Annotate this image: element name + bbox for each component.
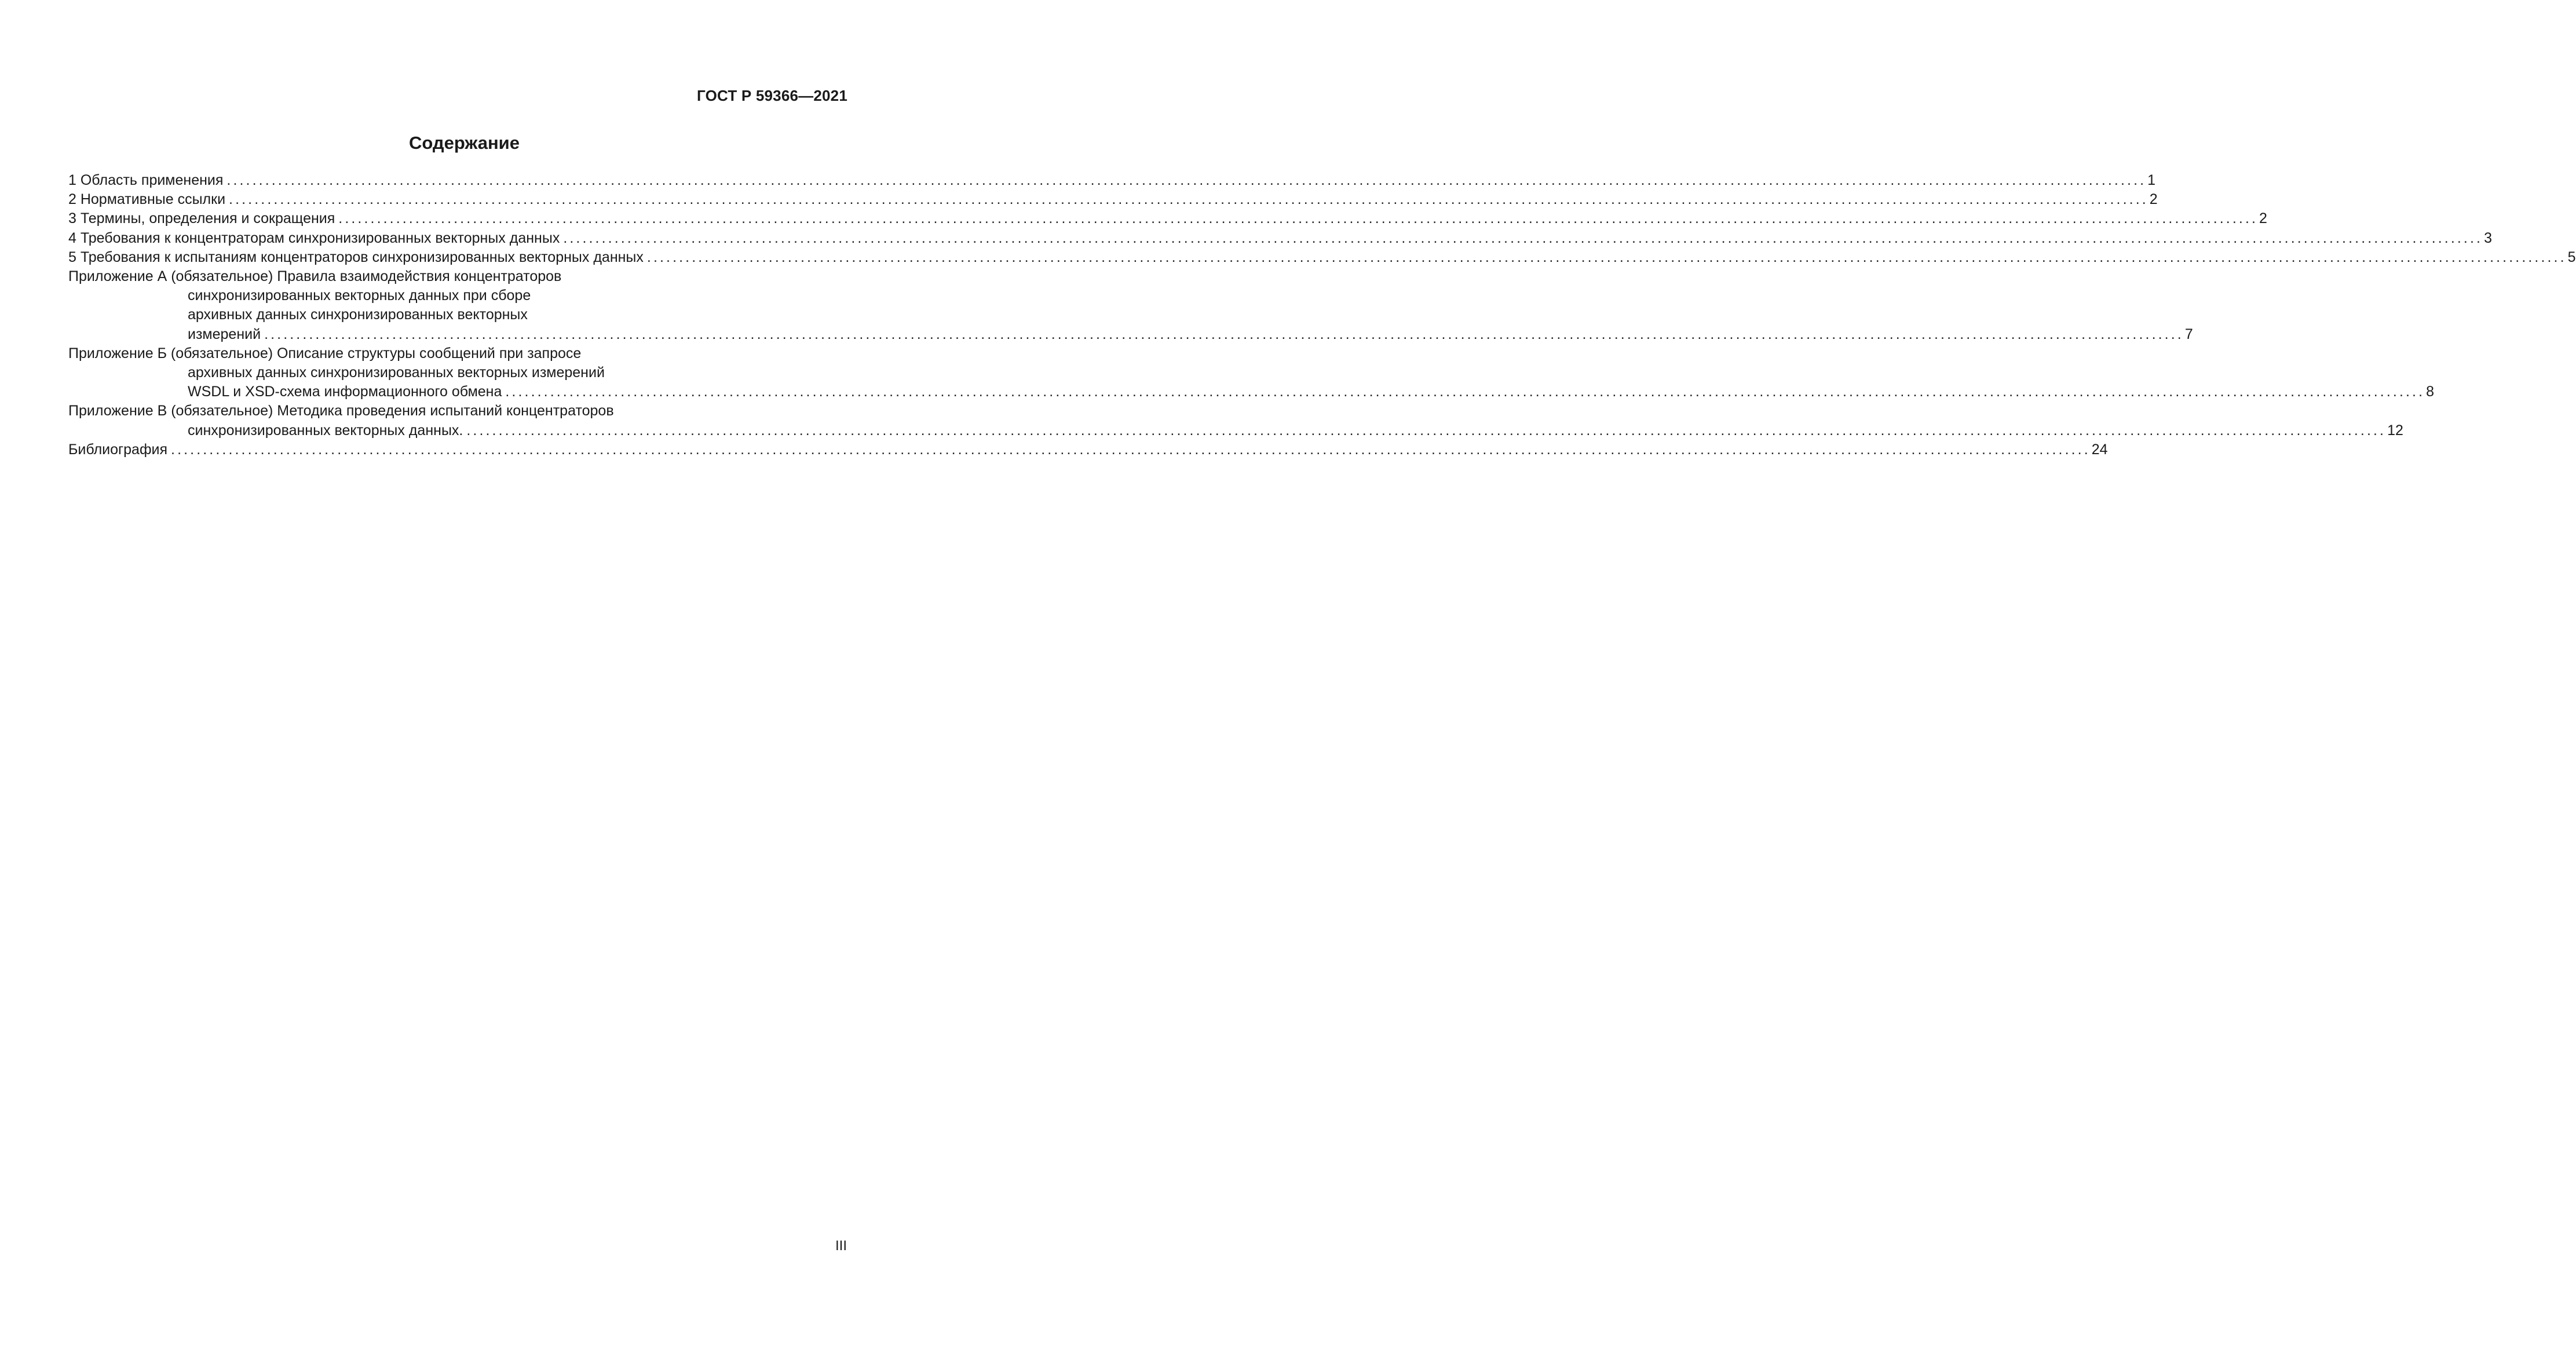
toc-page-number: 2 — [2259, 210, 2267, 227]
toc-page-number: 8 — [2426, 384, 2435, 400]
toc-entry-appendix-b[interactable] — [68, 344, 2435, 402]
toc-entry-text: Приложение А (обязательное) Правила взаимодействия концентраторов — [68, 268, 562, 285]
document-code: ГОСТ Р 59366—2021 — [697, 87, 847, 104]
toc-entry-test-requirements[interactable] — [68, 248, 2576, 267]
toc-leader-dots: ............................................................................................................................................................................................................................................................................................................ — [264, 326, 2184, 342]
page-number: III — [835, 1238, 847, 1254]
toc-entry-text-continued: архивных данных синхронизированных векторных — [188, 306, 528, 323]
toc-entry-text-continued: архивных данных синхронизированных векторных измерений — [188, 364, 605, 381]
toc-leader-dots: ............................................................................................................................................................................................................................................................................................................ — [646, 249, 2567, 265]
toc-leader-dots: ............................................................................................................................................................................................................................................................................................................ — [226, 172, 2147, 188]
toc-leader-dots: ............................................................................................................................................................................................................................................................................................................ — [466, 422, 2387, 439]
toc-page-number: 12 — [2387, 422, 2403, 439]
toc-entry-text: Приложение В (обязательное) Методика проведения испытаний концентраторов — [68, 403, 614, 419]
toc-leader-dots: ............................................................................................................................................................................................................................................................................................................ — [563, 229, 2483, 246]
toc-page-number: 7 — [2184, 326, 2193, 342]
toc-entry-text-continued: синхронизированных векторных данных. — [188, 422, 463, 439]
toc-page-number: 24 — [2091, 441, 2108, 458]
toc-entry-text: Библиография — [68, 441, 168, 458]
toc-entry-text: Приложение Б (обязательное) Описание структуры сообщений при запросе — [68, 345, 582, 361]
toc-entry-text: 2 Нормативные ссылки — [68, 191, 226, 208]
toc-entry-normative-references[interactable] — [68, 190, 2158, 209]
toc-entry-text-continued: WSDL и XSD-схема информационного обмена — [188, 384, 502, 400]
toc-entry-bibliography[interactable] — [68, 440, 2108, 459]
toc-entry-requirements[interactable] — [68, 229, 2492, 248]
toc-entry-text: 3 Термины, определения и сокращения — [68, 210, 335, 227]
table-of-contents — [68, 171, 2576, 459]
toc-entry-text: 5 Требования к испытаниям концентраторов синхронизированных векторных данных — [68, 249, 644, 265]
toc-entry-text-continued: синхронизированных векторных данных при сборе — [188, 287, 531, 304]
toc-page-number: 1 — [2147, 172, 2156, 188]
toc-entry-text: 1 Область применения — [68, 172, 224, 188]
toc-leader-dots: ............................................................................................................................................................................................................................................................................................................ — [338, 210, 2259, 227]
toc-entry-scope[interactable] — [68, 171, 2156, 190]
toc-entry-appendix-a[interactable] — [68, 267, 2193, 344]
toc-page-number: 2 — [2149, 191, 2158, 208]
toc-entry-appendix-v[interactable] — [68, 401, 2403, 440]
toc-leader-dots: ............................................................................................................................................................................................................................................................................................................ — [229, 191, 2149, 208]
toc-leader-dots: ............................................................................................................................................................................................................................................................................................................ — [171, 441, 2091, 458]
toc-entry-text: 4 Требования к концентраторам синхронизированных векторных данных — [68, 229, 560, 246]
toc-page-number: 5 — [2567, 249, 2576, 265]
toc-entry-terms[interactable] — [68, 209, 2267, 228]
toc-page-number: 3 — [2484, 229, 2492, 246]
page-title: Содержание — [409, 133, 520, 153]
toc-leader-dots: ............................................................................................................................................................................................................................................................................................................ — [505, 384, 2425, 400]
toc-entry-text-continued: измерений — [188, 326, 261, 342]
